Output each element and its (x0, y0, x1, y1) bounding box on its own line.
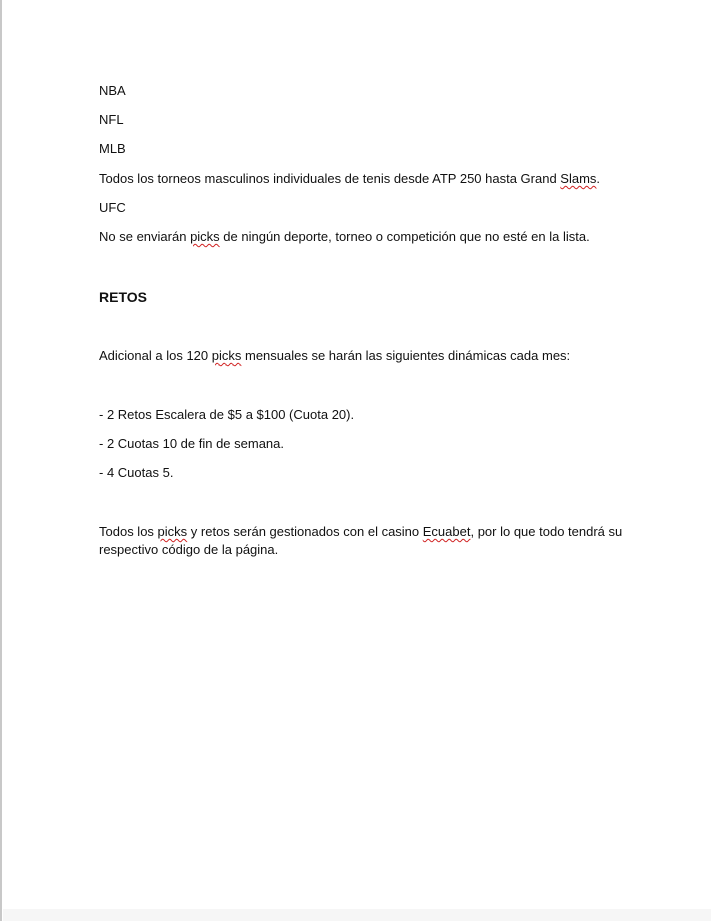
closing-paragraph-line2: respectivo código de la página. (99, 542, 279, 557)
sport-tennis (99, 170, 600, 187)
text: Todos los torneos masculinos individuales de tenis desde ATP 250 hasta Grand (99, 171, 561, 186)
spellcheck-flag[interactable]: picks (157, 524, 188, 539)
text: mensuales se harán las siguientes dinámicas cada mes: (241, 348, 571, 363)
text: No se enviarán (99, 229, 191, 244)
text: Todos los (99, 524, 158, 539)
sport-nba: NBA (99, 83, 126, 98)
text: . (596, 171, 601, 186)
sport-ufc: UFC (99, 200, 126, 215)
challenge-item: - 4 Cuotas 5. (99, 465, 174, 480)
sport-nfl: NFL (99, 112, 124, 127)
challenge-item: - 2 Cuotas 10 de fin de semana. (99, 436, 285, 451)
exclusion-note (99, 228, 590, 245)
text: , por lo que todo tendrá su (470, 524, 623, 539)
spellcheck-flag[interactable]: Ecuabet (422, 524, 471, 539)
challenge-item: - 2 Retos Escalera de $5 a $100 (Cuota 20). (99, 407, 355, 422)
page-bottom-shadow (3, 909, 711, 921)
closing-paragraph-line1 (99, 523, 622, 540)
spellcheck-flag[interactable]: picks (211, 348, 242, 363)
intro-paragraph (99, 347, 570, 364)
page-left-edge (0, 0, 2, 921)
sport-mlb: MLB (99, 141, 126, 156)
text: y retos serán gestionados con el casino (187, 524, 423, 539)
spellcheck-flag[interactable]: picks (190, 229, 220, 244)
text: de ningún deporte, torneo o competición que no esté en la lista. (219, 229, 590, 244)
text: Adicional a los 120 (99, 348, 212, 363)
section-heading-retos: RETOS (99, 289, 147, 305)
spellcheck-flag[interactable]: Slams (560, 171, 597, 186)
